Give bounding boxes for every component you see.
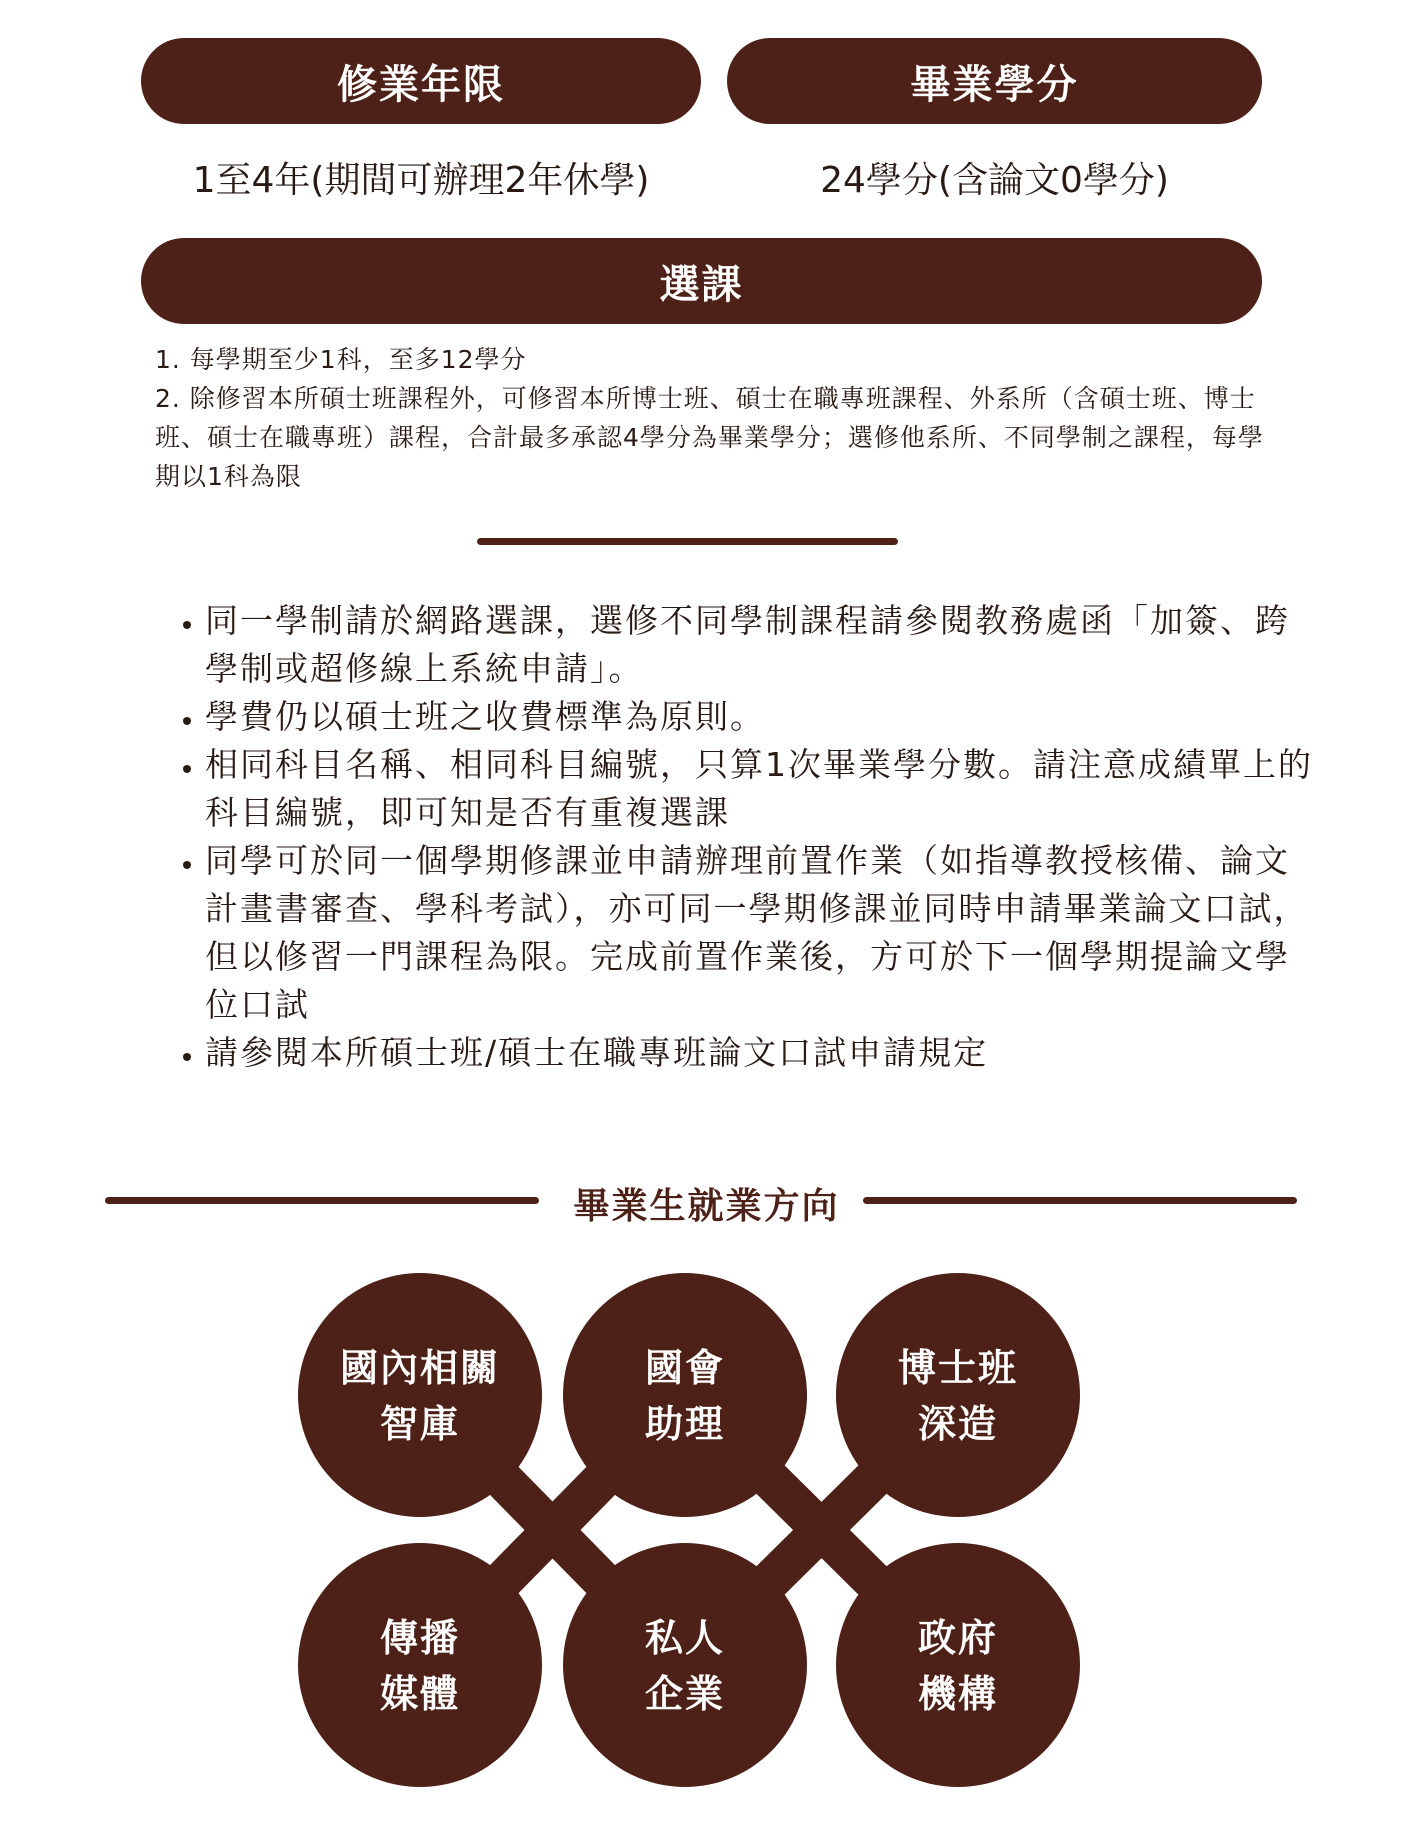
list-item: • 學費仍以碩士班之收費標準為原則。 <box>205 693 1320 741</box>
career-label-government: 政府 機構 <box>917 1616 998 1716</box>
rule-item: 1. 每學期至少1科，至多12學分 <box>155 345 527 374</box>
credits-value: 24學分(含論文0學分) <box>820 160 1169 201</box>
list-item: • 相同科目名稱、相同科目編號，只算1次畢業學分數。請注意成績單上的科目編號，即可知是否有重複選課 <box>205 741 1320 837</box>
career-label-private-enterprise: 私人 企業 <box>644 1616 725 1716</box>
course-selection-title: 選課 <box>659 261 744 308</box>
list-item: • 同學可於同一個學期修課並申請辦理前置作業（如指導教授核備、論文計畫書審查、學科考試），亦可同一學期修課並同時申請畢業論文口試，但以修習一門課程為限。完成前置作業後，方可於下一個學期提論文學位口試 <box>205 837 1320 1029</box>
list-item: • 同一學制請於網路選課，選修不同學制課程請參閱教務處函「加簽、跨學制或超修線上系統申請」。 <box>205 597 1320 693</box>
career-label-media: 傳播 媒體 <box>379 1616 460 1716</box>
credits-title: 畢業學分 <box>910 61 1079 108</box>
rule-item: 2. 除修習本所碩士班課程外，可修習本所博士班、碩士在職專班課程、外系所（含碩士班、博士班、碩士在職專班）課程，合計最多承認4學分為畢業學分；選修他系所、不同學制之課程，每學期以1科為限 <box>155 384 1264 491</box>
career-label-congress-aide: 國會 助理 <box>644 1346 725 1446</box>
list-item: • 請參閱本所碩士班/碩士在職專班論文口試申請規定 <box>205 1029 1320 1077</box>
duration-value: 1至4年(期間可辦理2年休學) <box>192 160 650 201</box>
duration-title: 修業年限 <box>337 61 505 108</box>
careers-title: 畢業生就業方向 <box>573 1186 840 1227</box>
career-label-phd: 博士班 深造 <box>897 1346 1018 1446</box>
career-label-think-tank: 國內相關 智庫 <box>339 1346 500 1446</box>
